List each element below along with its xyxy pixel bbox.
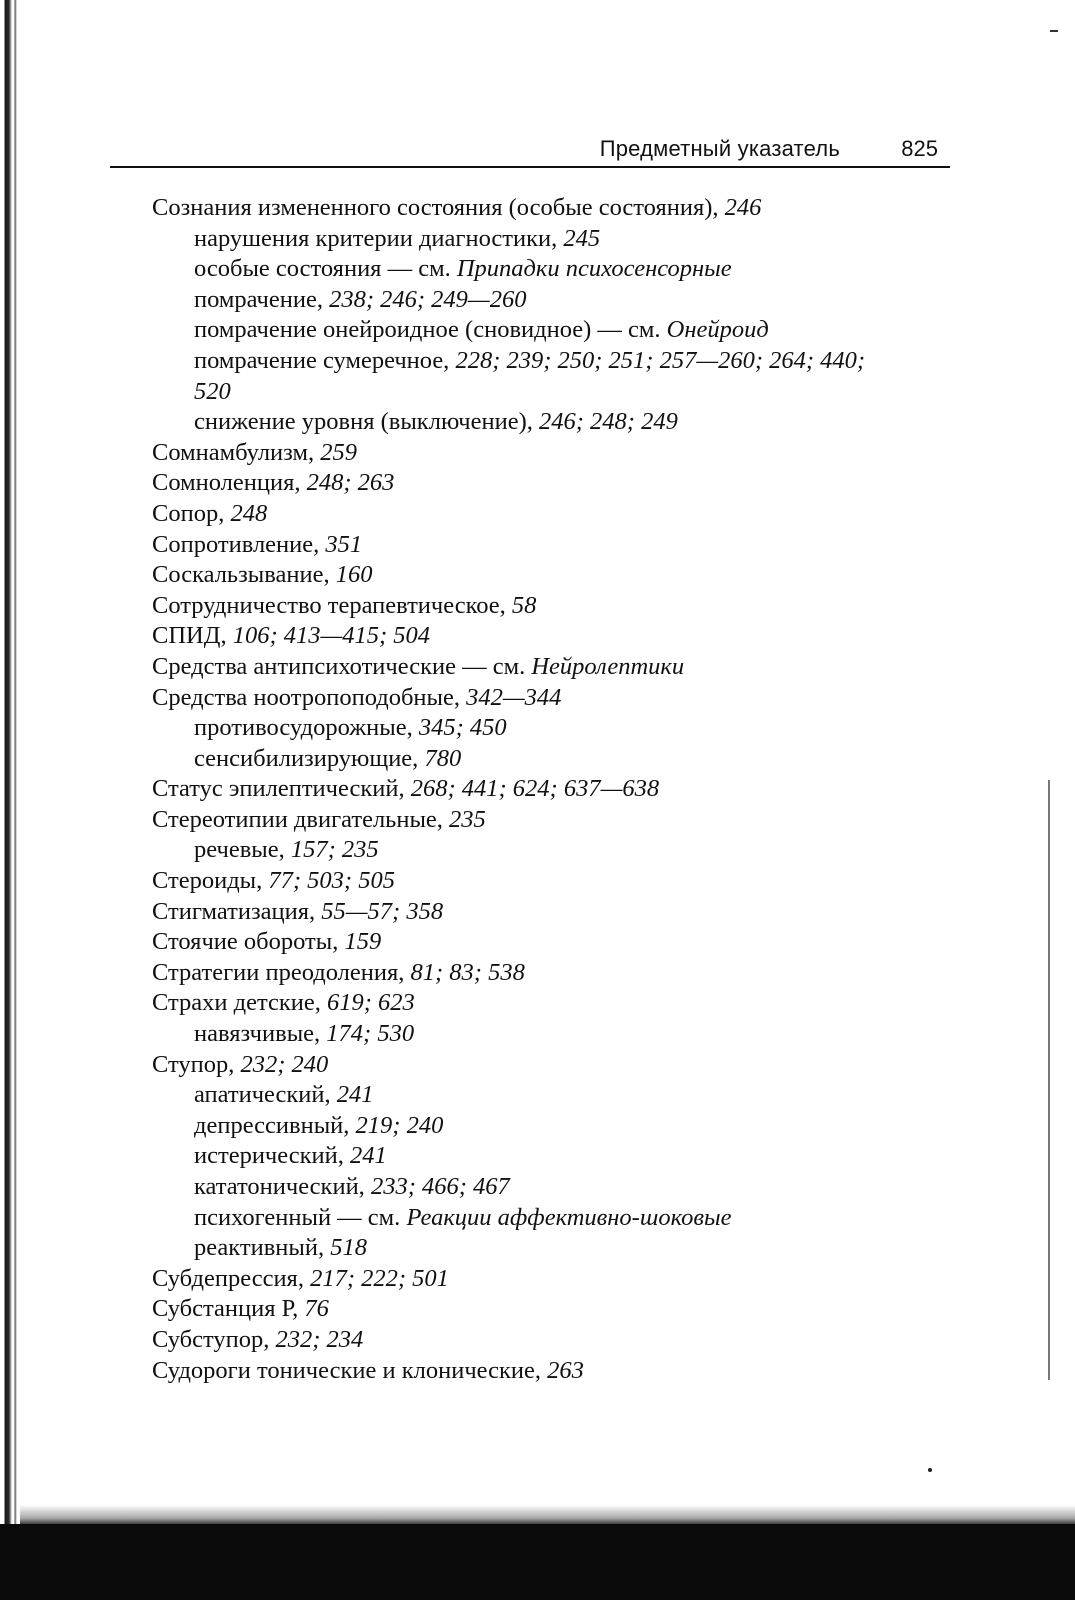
- scan-corner-mark: [1050, 30, 1058, 32]
- entry-term: Субстанция Р,: [152, 1295, 305, 1323]
- entry-pages: 246: [724, 194, 762, 221]
- scan-right-mark: [1048, 780, 1050, 1380]
- entry-term: Статус эпилептический,: [152, 775, 411, 803]
- entry-pages: 520: [194, 377, 231, 405]
- index-entry: [152, 1325, 942, 1356]
- entry-term: Субступор,: [152, 1325, 276, 1353]
- entry-pages: 232; 240: [240, 1050, 329, 1078]
- index-subentry: [152, 224, 942, 255]
- entry-term: Сотрудничество терапевтическое,: [152, 591, 512, 619]
- entry-pages: 351: [325, 530, 363, 558]
- entry-term: Стигматизация,: [152, 897, 322, 925]
- entry-pages: 55—57; 358: [321, 897, 444, 925]
- entry-pages: 58: [511, 591, 537, 619]
- index-entry: [152, 193, 942, 224]
- entry-see-reference: Припадки психосенсорные: [456, 255, 732, 283]
- entry-term: Средства ноотропоподобные,: [152, 683, 467, 711]
- index-entry: [152, 1264, 942, 1295]
- entry-pages: 228; 239; 250; 251; 257—260; 264; 440;: [455, 346, 866, 374]
- entry-see-reference: Нейролептики: [531, 652, 685, 680]
- entry-pages: 268; 441; 624; 637—638: [410, 775, 660, 803]
- entry-pages: 81; 83; 538: [410, 958, 525, 986]
- entry-term: помрачение онейроидное (сновидное) — см.: [194, 316, 667, 344]
- entry-pages: 157; 235: [290, 836, 379, 864]
- index-subentry: [152, 1141, 942, 1172]
- entry-pages: 159: [344, 928, 382, 956]
- index-subentry: [152, 407, 942, 438]
- index-subentry: [152, 1111, 942, 1142]
- entry-term: речевые,: [194, 836, 291, 864]
- entry-pages: 160: [335, 561, 373, 589]
- entry-term: противосудорожные,: [194, 714, 419, 742]
- entry-pages: 619; 623: [327, 989, 415, 1017]
- entry-term: Сознания измененного состояния (особые состояния),: [152, 194, 725, 221]
- index-entry: [152, 805, 942, 836]
- entry-pages: 76: [304, 1295, 329, 1323]
- entry-pages: 342—344: [466, 683, 562, 711]
- index-entry: [152, 499, 942, 530]
- entry-term: апатический,: [194, 1081, 337, 1109]
- index-subentry: [152, 285, 942, 316]
- entry-term: Стереотипии двигательные,: [152, 805, 450, 833]
- entry-see-reference: Реакции аффективно-шоковые: [406, 1203, 732, 1231]
- subject-index: [152, 193, 942, 1386]
- entry-term: СПИД,: [152, 622, 233, 650]
- entry-pages: 219; 240: [355, 1111, 444, 1139]
- entry-pages: 233; 466; 467: [370, 1173, 510, 1200]
- entry-term: Субдепрессия,: [152, 1264, 311, 1292]
- scan-binding-edge: [0, 0, 26, 1600]
- index-entry: [152, 1356, 942, 1387]
- entry-pages: 106; 413—415; 504: [232, 622, 431, 650]
- entry-pages: 246; 248; 249: [539, 408, 678, 436]
- index-entry: [152, 683, 942, 714]
- entry-pages: 248; 263: [306, 469, 395, 497]
- entry-term: особые состояния — см.: [194, 255, 457, 283]
- entry-term: Соскальзывание,: [152, 561, 336, 589]
- entry-pages: 77; 503; 505: [268, 867, 395, 895]
- index-entry: [152, 866, 942, 897]
- entry-pages: 259: [320, 438, 357, 466]
- entry-term: помрачение,: [194, 285, 330, 313]
- entry-pages: 245: [563, 224, 601, 252]
- entry-term: нарушения критерии диагностики,: [194, 224, 564, 252]
- index-entry: [152, 988, 942, 1019]
- entry-pages: 217; 222; 501: [310, 1264, 449, 1292]
- index-subentry: [152, 744, 942, 775]
- index-entry: [152, 530, 942, 561]
- index-subentry: [152, 1233, 942, 1264]
- entry-term: Сопор,: [152, 499, 231, 527]
- entry-pages: 235: [449, 805, 486, 833]
- entry-pages: 780: [424, 744, 462, 772]
- index-subentry: [152, 1203, 942, 1234]
- page-number: 825: [901, 136, 938, 161]
- entry-pages: 241: [349, 1142, 387, 1170]
- entry-term: истерический,: [194, 1142, 350, 1170]
- entry-term: Ступор,: [152, 1050, 241, 1078]
- index-subentry: [152, 1019, 942, 1050]
- entry-term: кататонический,: [194, 1173, 371, 1200]
- index-subentry: [152, 1172, 942, 1203]
- index-subentry: [152, 713, 942, 744]
- scan-bottom-edge: [0, 1524, 1075, 1600]
- entry-term: Стоячие обороты,: [152, 928, 345, 956]
- index-entry: [152, 560, 942, 591]
- entry-pages: 238; 246; 249—260: [329, 285, 527, 313]
- entry-term: Сомноленция,: [152, 469, 307, 497]
- index-subentry: [152, 346, 942, 377]
- entry-term: Страхи детские,: [152, 989, 327, 1017]
- index-entry: [152, 652, 942, 683]
- index-entry: [152, 774, 942, 805]
- running-head: [110, 136, 950, 168]
- index-subentry: [152, 254, 942, 285]
- entry-term: Сопротивление,: [152, 530, 326, 558]
- index-subentry: [152, 315, 942, 346]
- entry-pages: 232; 234: [275, 1325, 364, 1353]
- entry-term: навязчивые,: [194, 1020, 327, 1048]
- index-entry: [152, 591, 942, 622]
- entry-term: сенсибилизирующие,: [194, 744, 425, 772]
- index-subentry: [152, 377, 942, 408]
- running-head-title: Предметный указатель: [599, 136, 840, 161]
- entry-term: Средства антипсихотические — см.: [152, 652, 532, 680]
- entry-pages: 263: [547, 1356, 584, 1384]
- entry-term: Сомнамбулизм,: [152, 438, 321, 466]
- entry-term: Стероиды,: [152, 867, 269, 895]
- scan-dust-dot: [928, 1468, 932, 1472]
- entry-term: помрачение сумеречное,: [194, 346, 456, 374]
- entry-pages: 174; 530: [326, 1020, 415, 1048]
- entry-pages: 248: [230, 499, 268, 527]
- index-entry: [152, 958, 942, 989]
- index-entry: [152, 927, 942, 958]
- index-entry: [152, 468, 942, 499]
- entry-term: депрессивный,: [194, 1111, 356, 1139]
- index-entry: [152, 621, 942, 652]
- entry-term: психогенный — см.: [194, 1203, 407, 1231]
- entry-term: Судороги тонические и клонические,: [152, 1356, 548, 1384]
- index-subentry: [152, 835, 942, 866]
- entry-term: снижение уровня (выключение),: [194, 408, 540, 436]
- entry-pages: 241: [336, 1081, 374, 1109]
- entry-see-reference: Онейроид: [666, 316, 769, 344]
- entry-pages: 518: [330, 1234, 367, 1262]
- entry-term: Стратегии преодоления,: [152, 958, 411, 986]
- index-entry: [152, 1294, 942, 1325]
- index-entry: [152, 438, 942, 469]
- index-entry: [152, 897, 942, 928]
- index-entry: [152, 1050, 942, 1081]
- index-subentry: [152, 1080, 942, 1111]
- entry-term: реактивный,: [194, 1234, 331, 1262]
- entry-pages: 345; 450: [418, 714, 507, 742]
